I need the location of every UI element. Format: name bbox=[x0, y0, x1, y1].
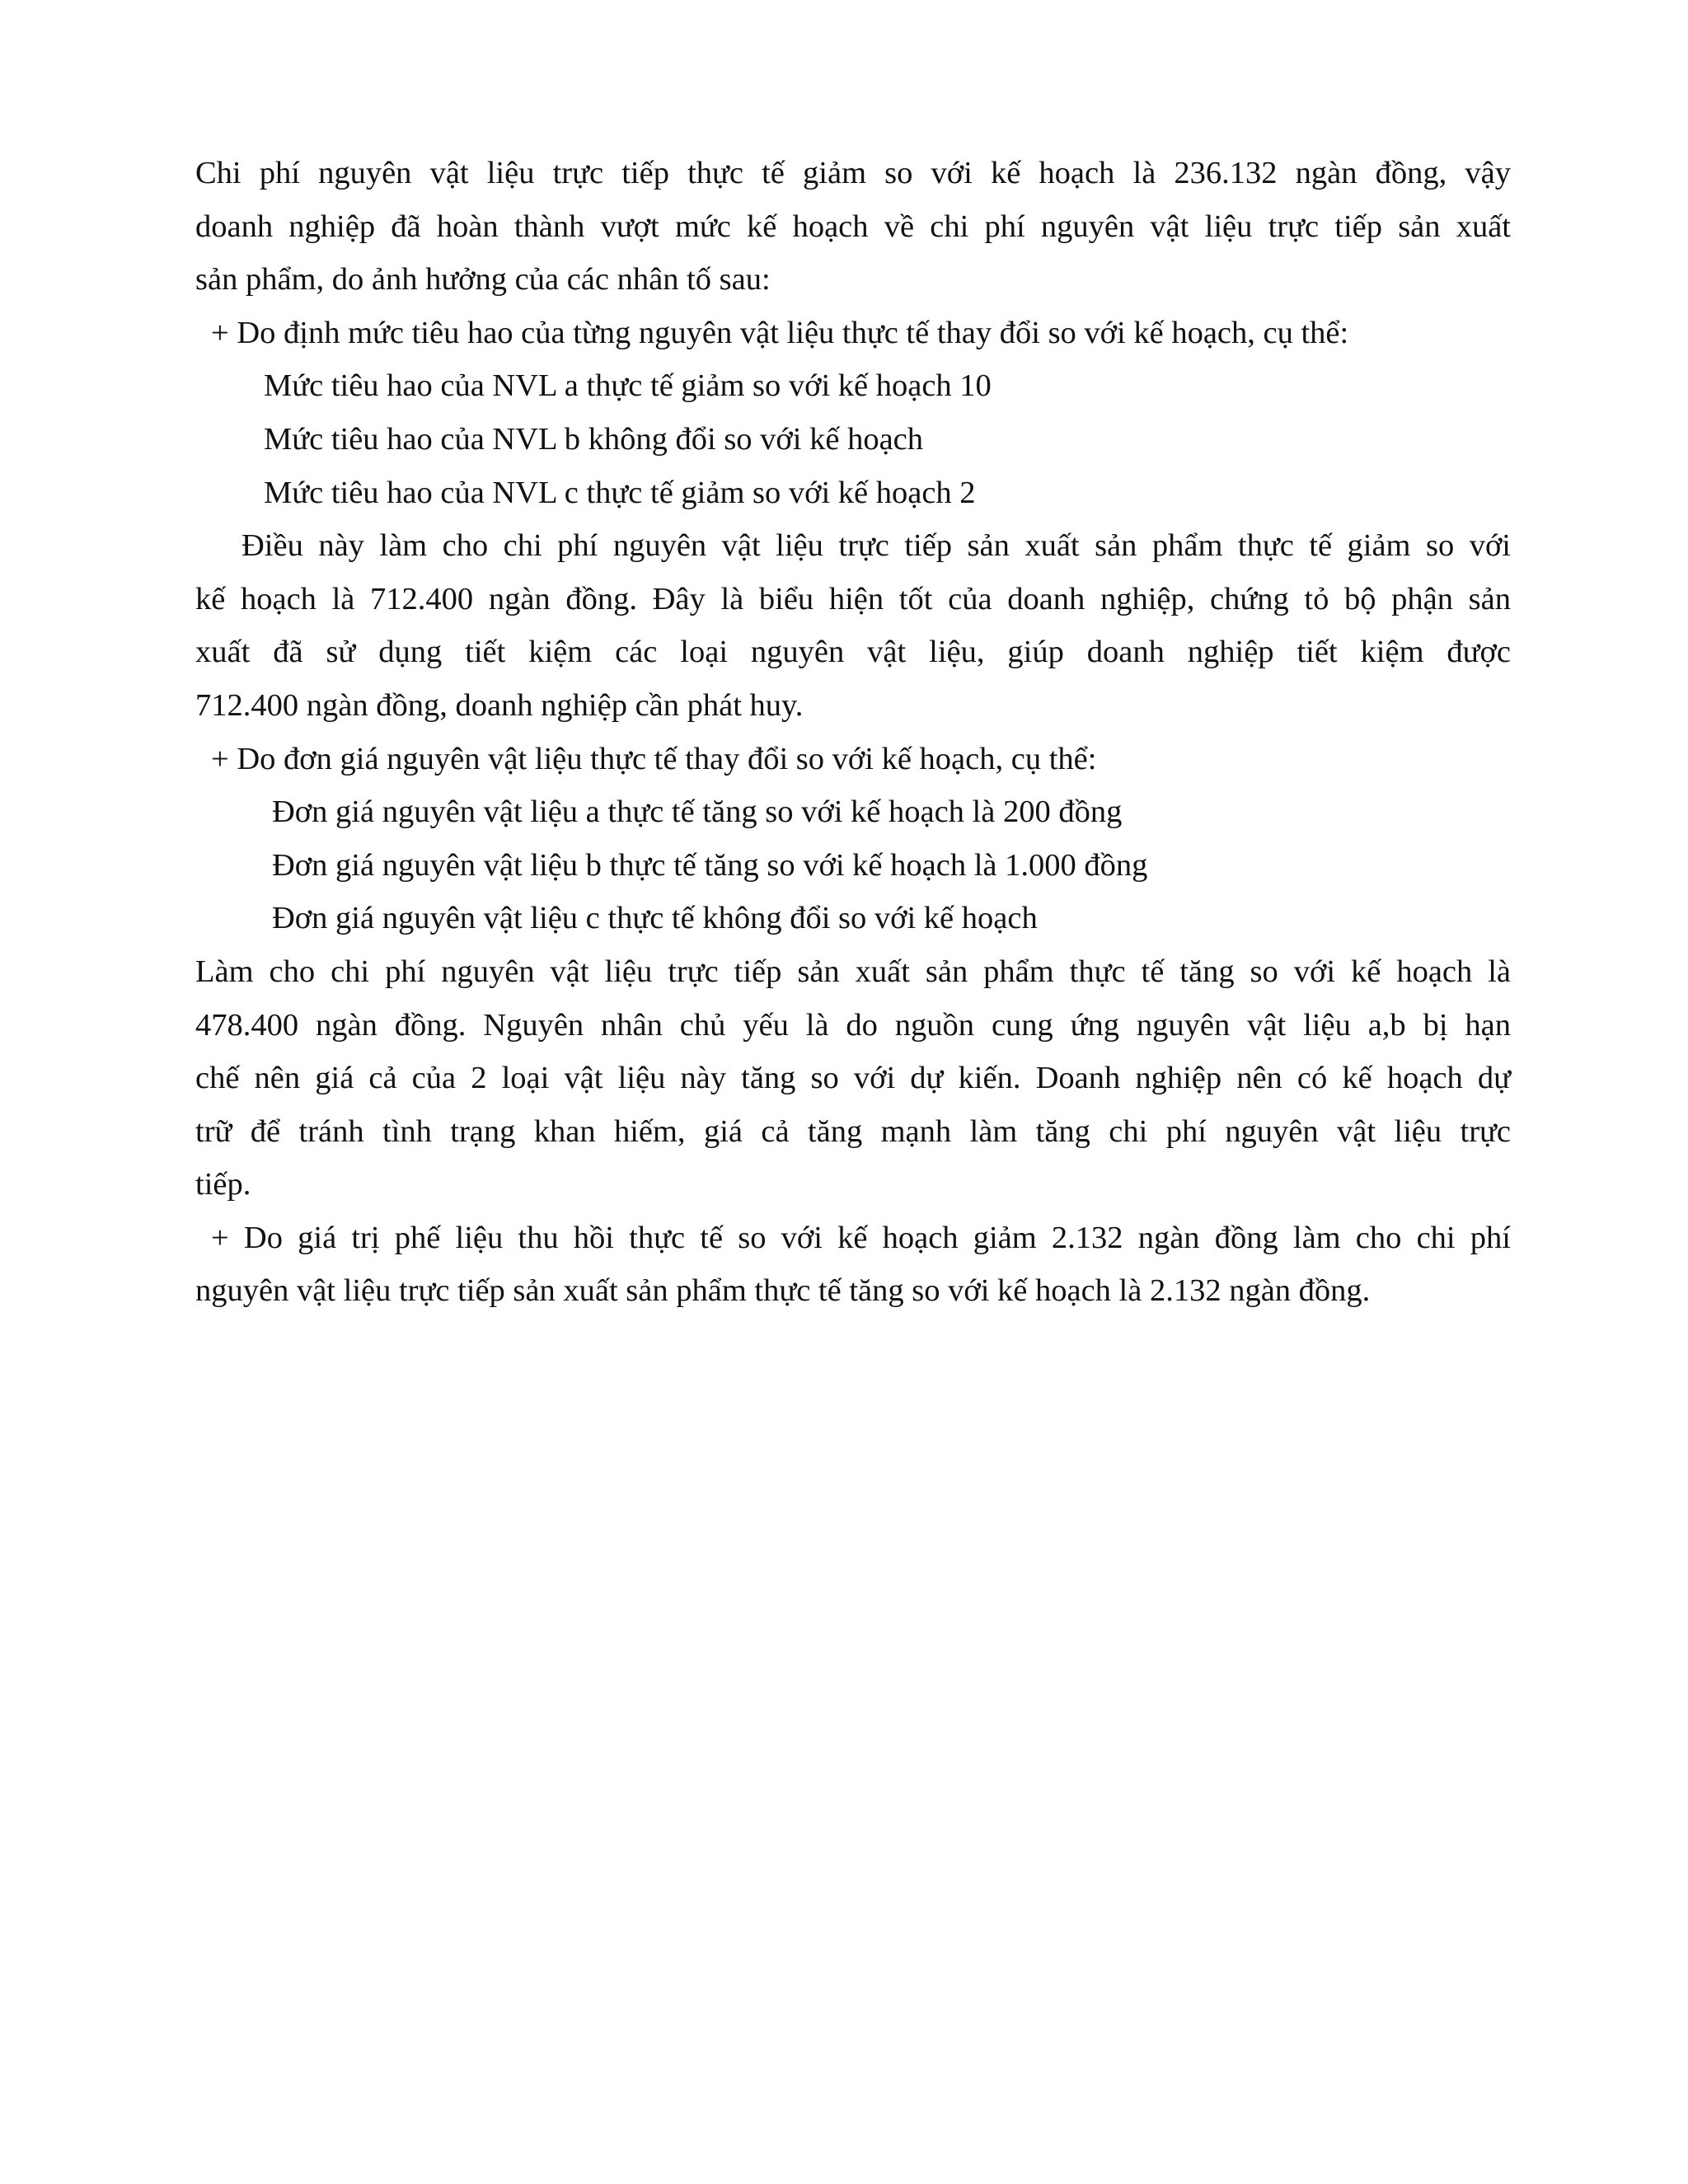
text-line: sản phẩm, do ảnh hưởng của các nhân tố sau: bbox=[195, 262, 771, 298]
text-line: chế nên giá cả của 2 loại vật liệu này tăng so với dự kiến. Doanh nghiệp nên có kế hoạch dự bbox=[195, 1061, 1511, 1096]
text-line: Đơn giá nguyên vật liệu c thực tế không đổi so với kế hoạch bbox=[272, 901, 1038, 936]
text-line: Làm cho chi phí nguyên vật liệu trực tiếp sản xuất sản phẩm thực tế tăng so với kế hoạch là bbox=[195, 954, 1511, 989]
text-line: Mức tiêu hao của NVL a thực tế giảm so với kế hoạch 10 bbox=[264, 368, 992, 404]
text-line: 712.400 ngàn đồng, doanh nghiệp cần phát huy. bbox=[195, 687, 804, 723]
text-line: Đơn giá nguyên vật liệu b thực tế tăng so với kế hoạch là 1.000 đồng bbox=[272, 847, 1148, 883]
text-line: doanh nghiệp đã hoàn thành vượt mức kế hoạch về chi phí nguyên vật liệu trực tiếp sản xuất bbox=[195, 209, 1511, 244]
text-line: xuất đã sử dụng tiết kiệm các loại nguyên vật liệu, giúp doanh nghiệp tiết kiệm được bbox=[195, 635, 1511, 670]
text-line: + Do đơn giá nguyên vật liệu thực tế thay đổi so với kế hoạch, cụ thể: bbox=[211, 741, 1097, 776]
text-line: Mức tiêu hao của NVL b không đổi so với kế hoạch bbox=[264, 421, 924, 457]
text-line: Đơn giá nguyên vật liệu a thực tế tăng so với kế hoạch là 200 đồng bbox=[272, 794, 1123, 830]
text-line: kế hoạch là 712.400 ngàn đồng. Đây là biểu hiện tốt của doanh nghiệp, chứng tỏ bộ phận sản bbox=[195, 581, 1511, 616]
text-line: + Do giá trị phế liệu thu hồi thực tế so với kế hoạch giảm 2.132 ngàn đồng làm cho chi phí bbox=[211, 1220, 1511, 1255]
document-body bbox=[195, 147, 1511, 1318]
text-line: tiếp. bbox=[195, 1167, 251, 1202]
text-line: nguyên vật liệu trực tiếp sản xuất sản phẩm thực tế tăng so với kế hoạch là 2.132 ngàn đồng. bbox=[195, 1273, 1371, 1309]
text-line: Điều này làm cho chi phí nguyên vật liệu trực tiếp sản xuất sản phẩm thực tế giảm so với bbox=[241, 528, 1511, 564]
text-line: + Do định mức tiêu hao của từng nguyên vật liệu thực tế thay đổi so với kế hoạch, cụ thể: bbox=[211, 315, 1349, 350]
text-line: 478.400 ngàn đồng. Nguyên nhân chủ yếu là do nguồn cung ứng nguyên vật liệu a,b bị hạn bbox=[195, 1007, 1511, 1043]
text-line: Mức tiêu hao của NVL c thực tế giảm so với kế hoạch 2 bbox=[264, 475, 976, 510]
text-line: Chi phí nguyên vật liệu trực tiếp thực tế giảm so với kế hoạch là 236.132 ngàn đồng, vậy bbox=[195, 156, 1511, 190]
text-line: trữ để tránh tình trạng khan hiếm, giá cả tăng mạnh làm tăng chi phí nguyên vật liệu trực bbox=[195, 1113, 1511, 1149]
